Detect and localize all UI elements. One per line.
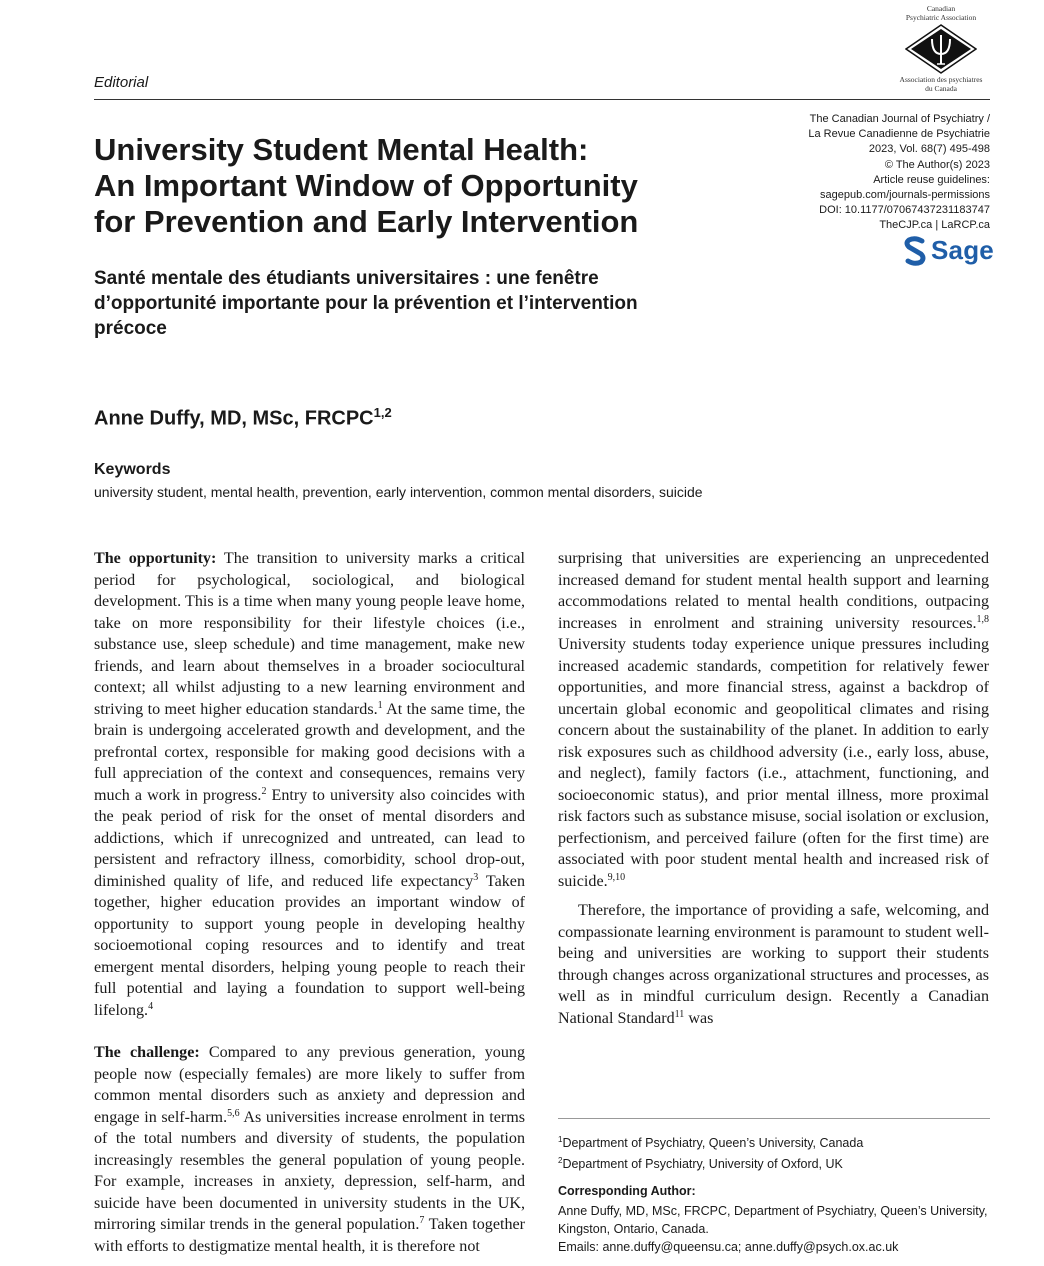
logo-bottom-line1: Association des psychiatres	[899, 75, 983, 84]
citation[interactable]: 9,10	[607, 871, 626, 883]
title-line: An Important Window of Opportunity	[94, 168, 638, 203]
footnote-rule	[558, 1118, 990, 1119]
journal-websites[interactable]: TheCJP.ca | LaRCP.ca	[879, 219, 990, 232]
publisher-name: Sage	[931, 235, 994, 265]
journal-info	[770, 112, 990, 234]
journal-line: The Canadian Journal of Psychiatry /	[809, 113, 990, 125]
sage-s-icon	[904, 236, 926, 266]
keywords-list: university student, mental health, prevention, early intervention, common mental disorders, suicide	[94, 484, 703, 500]
author-line	[94, 405, 392, 431]
title-line: University Student Mental Health:	[94, 132, 589, 167]
logo-top-line1: Canadian	[926, 4, 956, 13]
affiliation-2: $^2$Department of Psychiatry, University of Oxford, UK	[558, 1156, 843, 1172]
corresponding-author-emails[interactable]: Emails: anne.duffy@queensu.ca; anne.duffy@psych.ox.ac.uk	[558, 1240, 899, 1254]
cpa-logo	[890, 4, 992, 93]
affiliation-1: $^1$Department of Psychiatry, Queen’s University, Canada	[558, 1135, 864, 1151]
french-title-line: d’opportunité importante pour la prévention et l’intervention	[94, 293, 638, 314]
citation[interactable]: 7	[419, 1215, 425, 1226]
affiliations	[558, 1131, 863, 1173]
journal-line: © The Author(s) 2023	[884, 158, 990, 171]
french-title	[94, 266, 734, 341]
logo-top-line2: Psychiatric Association	[905, 13, 977, 22]
journal-line[interactable]: sagepub.com/journals-permissions	[820, 189, 990, 202]
journal-line: La Revue Canadienne de Psychiatrie	[808, 128, 990, 141]
psi-diamond-icon	[905, 24, 977, 74]
author-name: Anne Duffy, MD, MSc, FRCPC	[94, 407, 374, 430]
logo-bottom-line2: du Canada	[925, 84, 957, 93]
section-label: Editorial	[94, 74, 149, 91]
citation[interactable]: 2	[261, 785, 267, 797]
paragraph-challenge: The challenge: Compared to any previous generation, young people now (especially females) are more likely to suffer from common mental disorders such as anxiety and depression and engage in self-harm.$^{5,6}$ As universities increase enrolment in terms of the total numbers and diversity of students, the population increasingly resembles the general population of young people. For example, increases in anxiety, depression, self-harm, and suicide have been documented in university students in the UK, mirroring similar trends in the general population.$^7$ Taken together with efforts to destigmatize mental health, it is therefore not	[94, 1044, 525, 1255]
french-title-line: précoce	[94, 318, 167, 339]
corresponding-author-heading: Corresponding Author:	[558, 1184, 696, 1198]
paragraph-therefore: Therefore, the importance of providing a safe, welcoming, and compassionate learning environment is paramount to student well-being and universities are working to support their students through changes across organizational structures and processes, as well as in mindful curriculum design. Recently a Canadian National Standard$^{11}$ was	[558, 902, 989, 1027]
run-in-heading: The challenge:	[94, 1044, 200, 1061]
citation[interactable]: 11	[674, 1008, 685, 1020]
citation[interactable]: 1	[377, 699, 383, 711]
corresponding-author-details	[558, 1202, 990, 1256]
author-affiliation-sup: 1,2	[373, 405, 392, 420]
corresponding-author-address: Anne Duffy, MD, MSc, FRCPC, Department of Psychiatry, Queen’s University, Kingston, Ontario, Canada.	[558, 1204, 988, 1236]
paragraph-opportunity: The opportunity: The transition to university marks a critical period for psychological, sociological, and biological development. This is a time when many young people leave home, take on more responsibility for their lifestyle choices (i.e., substance use, sleep schedule) and time management, make new friends, and learn about themselves in a broader sociocultural context; all whilst adjusting to a new learning environment and striving to meet higher education standards.$^1$ At the same time, the brain is undergoing accelerated growth and development, and the prefrontal cortex, responsible for making good decisions with a full appreciation of the context and consequences, remains very much a work in progress.$^2$ Entry to university also coincides with the peak period of risk for the onset of mental disorders and addictions, which if unrecognized and untreated, can lead to persistent and refractory illness, comorbidity, school drop-out, diminished quality of life, and reduced life expectancy$^3$ Taken together, higher education provides an important window of opportunity to support young people in developing healthy socioemotional coping resources and to identify and treat emergent mental disorders, helping young people to reach their full potential and laying a foundation to support well-being lifelong.$^4$	[94, 550, 526, 1019]
citation[interactable]: 3	[473, 871, 479, 883]
run-in-heading: The opportunity:	[94, 550, 217, 567]
journal-line: 2023, Vol. 68(7) 495-498	[868, 143, 990, 156]
keywords-heading: Keywords	[94, 461, 171, 478]
header-rule	[94, 99, 990, 100]
citation[interactable]: 5,6	[227, 1107, 240, 1119]
paragraph-challenge-continued: surprising that universities are experiencing an unprecedented increased demand for student mental health support and learning accommodations related to mental health conditions, outpacing increases in enrolment and straining university resources.$^{1,8}$ University students today experience unique pressures including increased academic standards, competition for relatively fewer opportunities, and more financial stress, against a backdrop of uncertain global economic and geopolitical climates and rising concern about the sustainability of the planet. In addition to early risk exposures such as childhood adversity (i.e., early loss, abuse, and neglect), family factors (i.e., attachment, functioning, and socioeconomic status), and prior mental illness, more proximal risk factors such as substance misuse, social isolation or exclusion, perfectionism, and perceived failure (often for the first time) are associated with poor student mental health and increased risk of suicide.$^{9,10}$	[558, 550, 989, 890]
article-title	[94, 132, 734, 240]
body-column-right	[558, 548, 989, 1029]
french-title-line: Santé mentale des étudiants universitaires : une fenêtre	[94, 268, 599, 289]
body-column-left	[94, 548, 525, 1257]
citation[interactable]: 1,8	[976, 613, 989, 625]
sage-logo	[904, 235, 994, 266]
doi-line[interactable]: DOI: 10.1177/07067437231183747	[819, 204, 990, 217]
citation[interactable]: 4	[148, 1000, 154, 1012]
journal-line: Article reuse guidelines:	[873, 173, 990, 186]
title-line: for Prevention and Early Intervention	[94, 204, 639, 239]
